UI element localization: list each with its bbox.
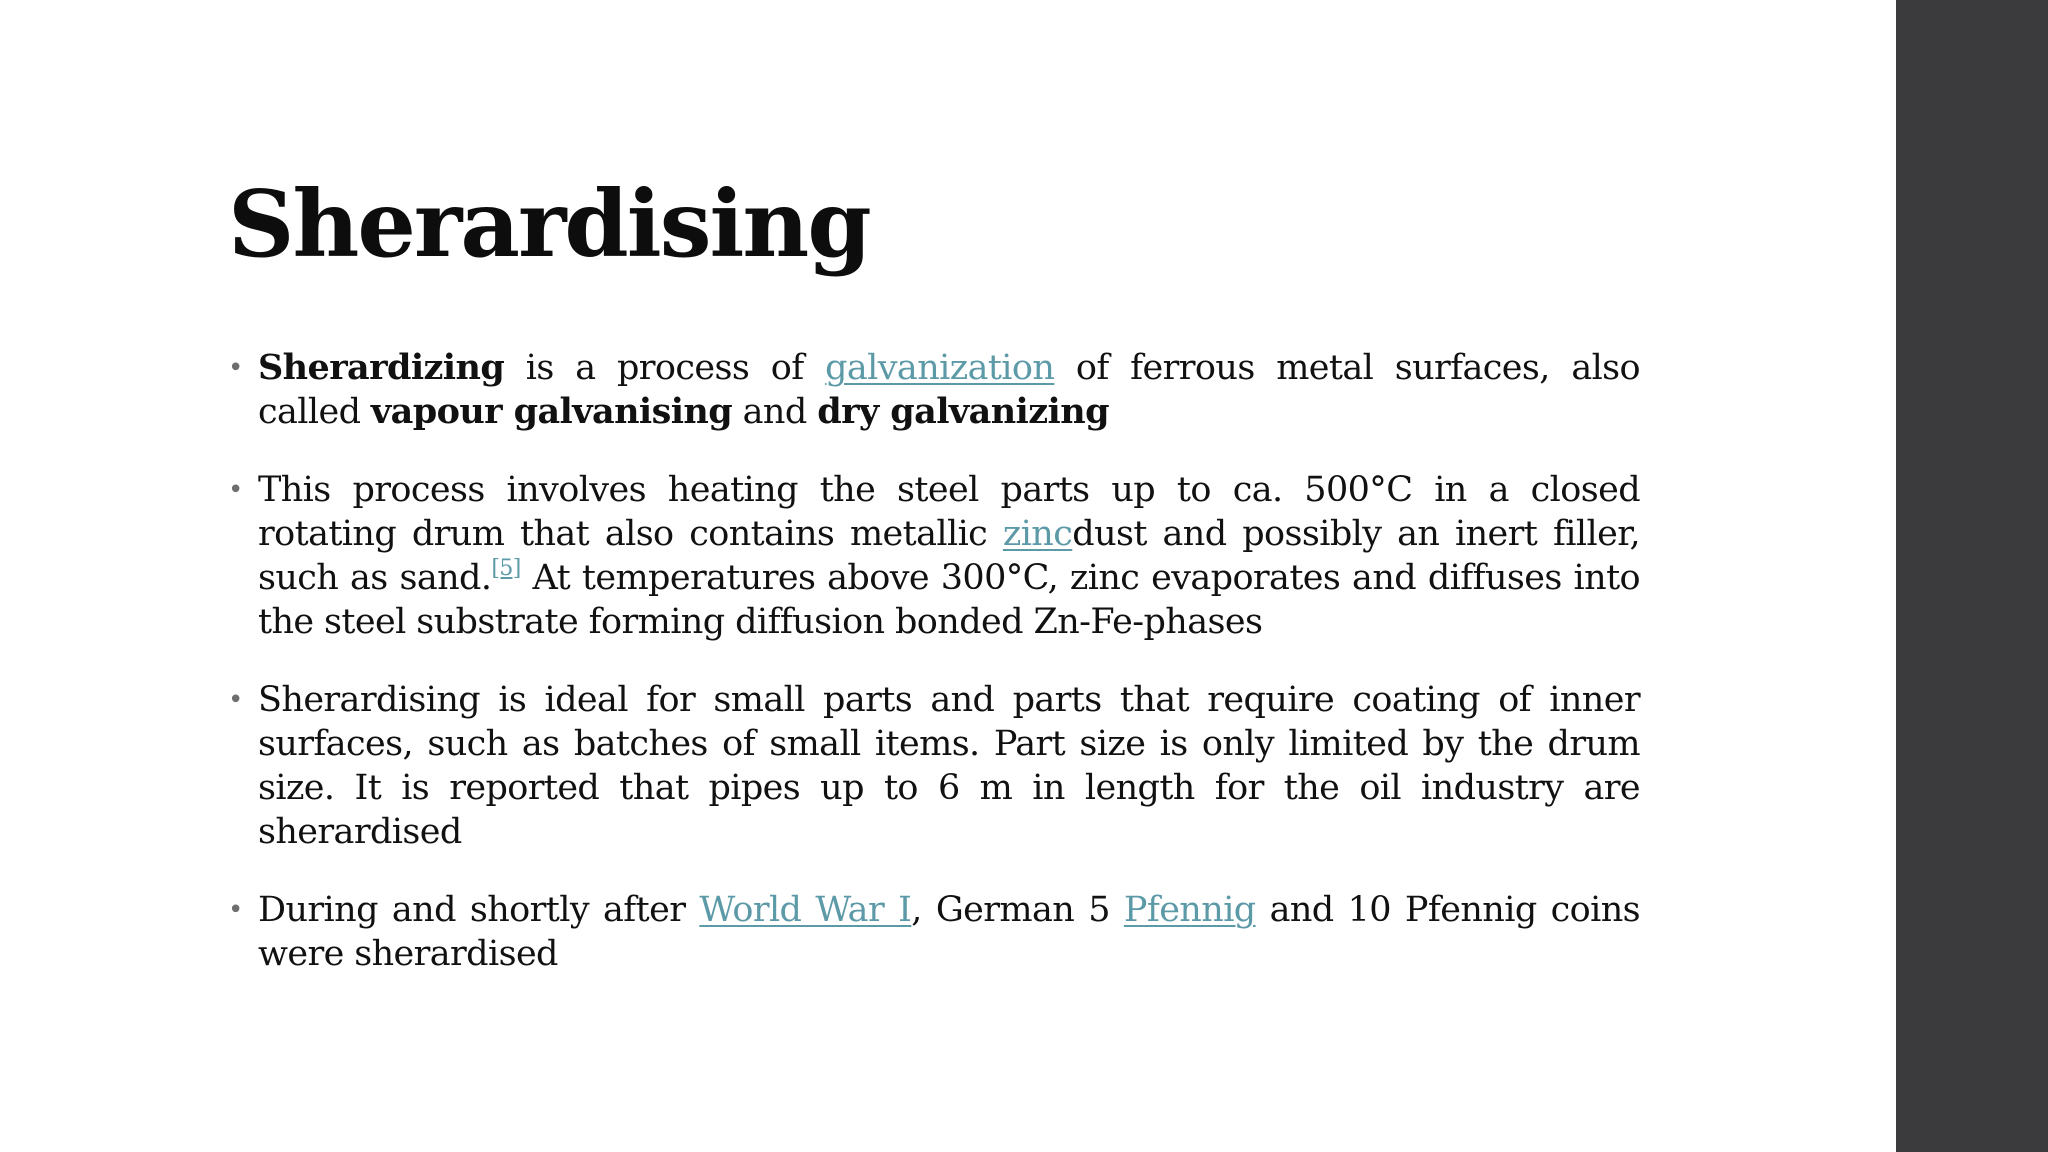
- bullet-item-1: [228, 346, 1640, 434]
- bullet-icon: •: [228, 353, 243, 383]
- bullet-text: During and shortly after: [258, 890, 700, 930]
- link-pfennig[interactable]: Pfennig: [1123, 890, 1256, 930]
- bullet-item-2: [228, 468, 1640, 644]
- reference-link-5[interactable]: [5]: [491, 556, 521, 581]
- bullet-text: and: [732, 392, 818, 432]
- link-zinc[interactable]: zinc: [1002, 514, 1073, 554]
- slide-title: Sherardising: [228, 170, 870, 278]
- bullet-text: and 10 Pfennig coins were sherardised: [258, 890, 1640, 974]
- bullet-item-4: [228, 888, 1640, 976]
- term-sherardizing: Sherardizing: [258, 347, 505, 388]
- bullet-text: dust and possibly an inert filler, such as sand.: [258, 514, 1641, 598]
- bullet-item-3: [228, 678, 1640, 854]
- link-galvanization[interactable]: galvanization: [825, 348, 1055, 388]
- bullet-text: , German 5: [911, 890, 1124, 930]
- bullet-text: This process involves heating the steel parts up to ca. 500°C in a closed rotating drum that also contains metallic: [258, 470, 1640, 554]
- bullet-icon: •: [228, 895, 243, 925]
- bullet-list: [228, 346, 1640, 1010]
- bullet-icon: •: [228, 475, 243, 505]
- term-vapour-galvanising: vapour galvanising: [370, 391, 733, 432]
- bullet-icon: •: [228, 685, 243, 715]
- bullet-text: At temperatures above 300°C, zinc evaporates and diffuses into the steel substrate forming diffusion bonded Zn-Fe-phases: [258, 558, 1641, 642]
- bullet-text: Sherardising is ideal for small parts and parts that require coating of inner surfaces, such as batches of small items. Part size is only limited by the drum size. It is reported that pipes up to 6 m in length for the oil industry are sherardised: [258, 680, 1640, 852]
- bullet-text: of ferrous metal surfaces, also called: [258, 348, 1641, 432]
- side-bar: [1896, 0, 2048, 1152]
- term-dry-galvanizing: dry galvanizing: [817, 391, 1109, 432]
- link-world-war-i[interactable]: World War I: [699, 890, 912, 930]
- bullet-text: is a process of: [504, 348, 826, 388]
